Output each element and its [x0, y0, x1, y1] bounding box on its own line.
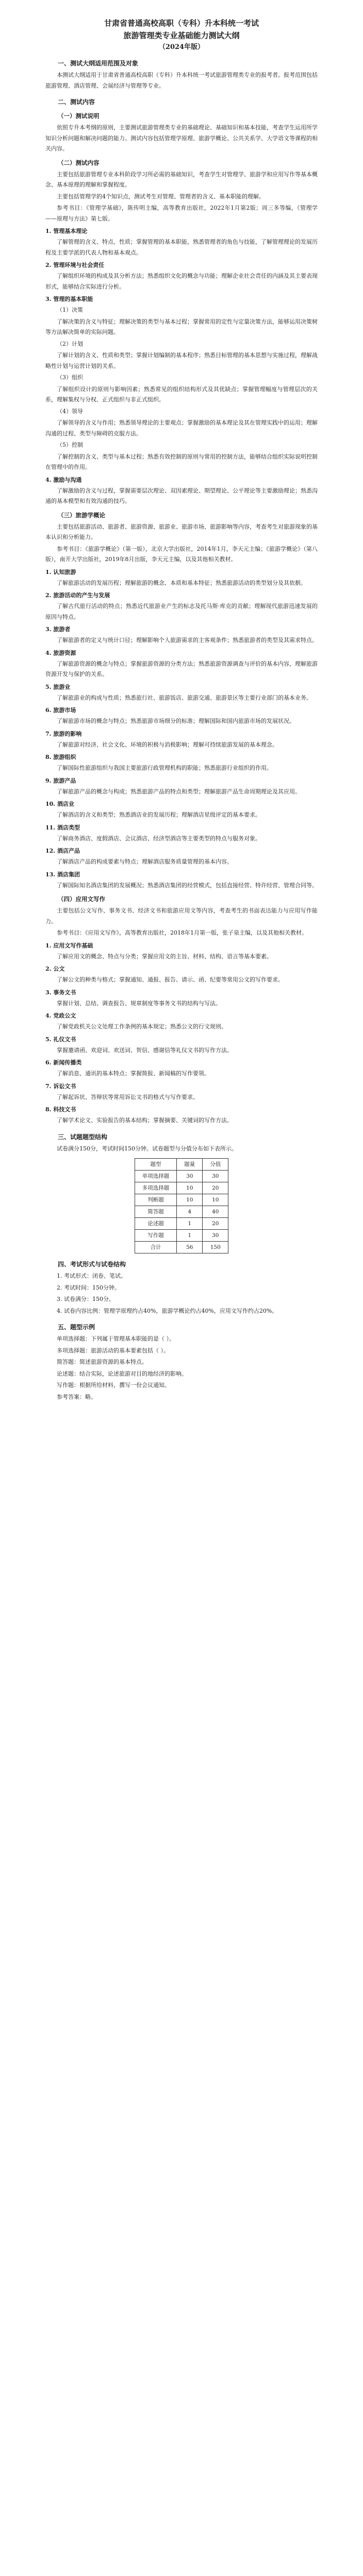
paragraph: 了解消息、通讯的基本特点；掌握简报、新闻稿的写作要领。: [57, 1070, 210, 1077]
paragraph: 了解领导的含义与作用；熟悉领导理论的主要观点；掌握激励的基本理论及其在管理实践中的运用；理解沟通的过程、类型与障碍的克服方法。: [45, 419, 318, 437]
table-cell: 写作题: [135, 1230, 177, 1242]
section-heading-h2: （一）测试说明: [58, 112, 100, 120]
table-cell: 10: [177, 1182, 203, 1194]
section-heading-h3: 8. 科技文书: [45, 1106, 76, 1113]
paragraph: 参考书目：《旅游学概论》（第一版），北京大学出版社，2014年1月，李天元主编；《旅游学概论》（第八版），南开大学出版社，2019年8月出版，李天元主编，以及其他相关教材。: [45, 545, 318, 563]
paragraph: 3. 试卷满分：150分。: [57, 1296, 114, 1302]
section-heading-h3: 3. 事务文书: [45, 989, 76, 996]
paragraph: 了解管理的含义、特点、性质；掌握管理的基本职能，熟悉管理者的角色与技能，了解管理理论的发展历程及主要学派的代表人物和基本观点。: [45, 239, 318, 256]
paragraph: （3）组织: [57, 374, 83, 381]
paragraph: 了解决策的含义与特征；理解决策的类型与基本过程；掌握常用的定性与定量决策方法，能够运用决策树等方法解决简单的实际问题。: [45, 318, 318, 335]
paragraph: 了解应用文的概念、特点与分类；掌握应用文的主旨、材料、结构、语言等基本要素。: [57, 953, 272, 960]
section-heading-h3: 7. 诉讼文书: [45, 1082, 76, 1090]
paragraph: 主要包括管理学的4个知识点，测试考生对管理、管理者的含义、基本职能的理解。: [57, 193, 265, 200]
table-cell: 1: [177, 1230, 203, 1242]
table-row: [135, 1230, 228, 1242]
paragraph: 了解学术论文、实验报告的基本结构；掌握摘要、关键词的写作方法。: [57, 1117, 233, 1124]
paragraph: （4）领导: [57, 408, 83, 415]
paragraph: 了解旅游业的构成与性质；熟悉旅行社、旅游饭店、旅游交通、旅游景区等主要行业部门的基本业务。: [57, 694, 312, 701]
section-heading-h1: 二、测试内容: [58, 98, 95, 106]
doc-title-line1: 甘肃省普通高校高职（专科）升本科统一考试: [104, 19, 259, 28]
paragraph: （5）控制: [57, 442, 83, 448]
paragraph: 多项选择题：旅游活动的基本要素包括（ ）。: [57, 1347, 169, 1354]
table-cell: 多项选择题: [135, 1182, 177, 1194]
paragraph: 了解计划的含义、性质和类型；掌握计划编制的基本程序；熟悉目标管理的基本思想与实施过程，理解战略性计划与运营计划的关系。: [45, 352, 318, 369]
section-heading-h3: 13. 酒店集团: [45, 871, 80, 878]
table-total-count: 56: [177, 1242, 203, 1253]
document-tail: [45, 1259, 318, 1402]
paragraph: 了解党政机关公文处理工作条例的基本规定；熟悉公文的行文规则。: [57, 1023, 227, 1030]
paragraph: 了解旅游活动的发展历程；理解旅游的概念、本质和基本特征；熟悉旅游活动的类型划分及其依据。: [57, 579, 306, 586]
table-cell: 论述题: [135, 1218, 177, 1230]
paragraph: 主要包括旅游管理专业本科阶段学习所必需的基础知识，考查学生对管理学、旅游学和应用写作等基本概念、基本原理的理解和掌握程度。: [45, 171, 318, 188]
section-heading-h1: 三、试题题型结构: [58, 1133, 108, 1141]
table-cell: 10: [203, 1194, 228, 1206]
section-heading-h3: 2. 管理环境与社会责任: [45, 262, 105, 268]
section-heading-h3: 1. 认知旅游: [45, 568, 76, 575]
section-heading-h3: 3. 旅游者: [45, 626, 71, 633]
paragraph: 了解国际性旅游组织与我国主要旅游行政管理机构的职能；熟悉旅游行业组织的作用。: [57, 765, 272, 771]
paragraph: 主要包括公文写作、事务文书、经济文书和旅游应用文等内容，考查考生的书面表达能力与应用写作能力。: [45, 907, 318, 925]
table-cell: 20: [203, 1218, 228, 1230]
paragraph: 了解组织设计的原则与影响因素；熟悉常见的组织结构形式及其优缺点；掌握管理幅度与管理层次的关系，理解集权与分权、正式组织与非正式组织。: [45, 385, 318, 403]
paragraph: 掌握邀请函、欢迎词、欢送词、贺信、感谢信等礼仪文书的写作方法。: [57, 1046, 233, 1054]
section-heading-h1: 五、题型示例: [58, 1324, 95, 1331]
section-heading-h3: 8. 旅游组织: [45, 754, 76, 760]
paragraph: 写作题：根据所给材料，撰写一份会议通知。: [57, 1382, 170, 1388]
paragraph: 参考答案：略。: [57, 1393, 96, 1400]
table-total-label: 合计: [135, 1242, 177, 1253]
paragraph: 参考书目：《应用文写作》，高等教育出版社，2018年1月第一版，张子泉主编，以及其他相关教材。: [57, 929, 307, 936]
paragraph: 了解古代旅行活动的特点；熟悉近代旅游业产生的标志及托马斯·库克的贡献；理解现代旅游迅速发展的原因与特点。: [45, 603, 318, 620]
section-heading-h3: 7. 旅游的影响: [45, 730, 82, 737]
paragraph: 了解组织环境的构成及其分析方法；熟悉组织文化的概念与功能；理解企业社会责任的内涵及其主要表现形式，能够结合实际进行分析。: [45, 273, 318, 290]
table-header-cell: 分值: [203, 1159, 228, 1171]
paragraph: 了解旅游对经济、社会文化、环境的积极与消极影响；理解可持续旅游发展的基本理念。: [57, 741, 278, 748]
table-body: [135, 1171, 228, 1242]
section-heading-h3: 2. 公文: [45, 965, 65, 972]
paragraph: 了解商务酒店、度假酒店、会议酒店、经济型酒店等主要类型的特点与服务对象。: [57, 835, 261, 842]
paragraph: 了解国际知名酒店集团的发展概况；熟悉酒店集团的经营模式，包括直接经营、特许经营、管理合同等。: [57, 882, 318, 889]
paragraph: 简答题：简述旅游资源的基本特点。: [57, 1359, 147, 1365]
paragraph: 了解旅游资源的概念与特点；掌握旅游资源的分类方法；熟悉旅游资源调查与评价的基本内容，理解旅游资源开发与保护的关系。: [45, 660, 318, 677]
section-heading-h2: （二）测试内容: [58, 159, 100, 166]
section-heading-h3: 9. 旅游产品: [45, 777, 76, 784]
paragraph: 依照专升本考纲的原则，主要测试旅游管理类专业的基础理论、基础知识和基本技能，考查学生运用所学知识分析问题和解决问题的能力。测试内容包括管理学原理、旅游学概论、公共关系学、大学语文等课程的相关内容。: [45, 124, 318, 152]
section-heading-h3: 3. 管理的基本职能: [45, 296, 93, 302]
table-cell: 10: [177, 1194, 203, 1206]
paragraph: 单项选择题：下列属于管理基本职能的是（ ）。: [57, 1335, 175, 1342]
table-cell: 40: [203, 1206, 228, 1218]
paragraph: 2. 考试时间：150分钟。: [57, 1284, 120, 1291]
paragraph: （2）计划: [57, 340, 83, 347]
table-row: [135, 1218, 228, 1230]
section-heading-h3: 1. 应用文写作基础: [45, 942, 93, 949]
table-row: [135, 1206, 228, 1218]
table-row: [135, 1171, 228, 1182]
paragraph: 试卷满分150分，考试时间150分钟。试卷题型与分值分布如下表所示。: [57, 1145, 237, 1152]
paragraph: 了解旅游产品的概念与构成；熟悉旅游产品的特点和类型；理解旅游产品生命周期理论及其应用。: [57, 788, 301, 795]
table-cell: 1: [177, 1218, 203, 1230]
section-heading-h3: 2. 旅游活动的产生与发展: [45, 592, 110, 599]
section-heading-h1: 一、测试大纲适用范围及对象: [58, 60, 139, 67]
paragraph: 论述题：结合实际，论述旅游对目的地经济的影响。: [57, 1370, 187, 1377]
section-heading-h2: （三）旅游学概论: [58, 511, 105, 519]
table-row: [135, 1182, 228, 1194]
section-heading-h3: 11. 酒店类型: [45, 824, 80, 831]
paragraph: 参考书目：《管理学基础》，陈传明主编，高等教育出版社，2022年1月第2版；周三多等编，《管理学——原理与方法》第七版。: [45, 205, 318, 222]
paragraph: 了解旅游市场的概念与特点；熟悉旅游市场细分的标准；理解国际和国内旅游市场的发展状况。: [57, 718, 295, 724]
paragraph: 了解公文的种类与格式；掌握通知、通报、报告、请示、函、纪要等常用公文的写作要求。: [57, 976, 284, 983]
section-heading-h3: 4. 旅游资源: [45, 649, 76, 656]
table-cell: 30: [203, 1171, 228, 1182]
paragraph: 了解激励的含义与过程，掌握需要层次理论、双因素理论、期望理论、公平理论等主要激励理论；熟悉沟通的基本模型和有效沟通的技巧。: [45, 487, 318, 504]
table-cell: 30: [203, 1230, 228, 1242]
doc-title-line2: 旅游管理类专业基础能力测试大纲: [123, 31, 240, 40]
table-header-cell: 题型: [135, 1159, 177, 1171]
section-heading-h3: 10. 酒店业: [45, 801, 74, 807]
table-total-score: 150: [203, 1242, 228, 1253]
section-heading-h3: 1. 管理基本理论: [45, 228, 88, 234]
table-row: [135, 1194, 228, 1206]
paragraph: 本测试大纲适用于甘肃省普通高校高职（专科）升本科统一考试旅游管理类专业的报考者。报考范围包括旅游管理、酒店管理、会展经济与管理等专业。: [45, 72, 318, 89]
section-heading-h1: 四、考试形式与试卷结构: [58, 1261, 126, 1268]
table-cell: 简答题: [135, 1206, 177, 1218]
paragraph: 掌握计划、总结、调查报告、规章制度等事务文书的结构与写法。: [57, 999, 221, 1007]
table-cell: 判断题: [135, 1194, 177, 1206]
table-header-row: [135, 1159, 228, 1171]
section-heading-h3: 4. 激励与沟通: [45, 476, 82, 483]
paragraph: 了解旅游者的定义与统计口径；理解影响个人旅游需求的主客观条件；熟悉旅游者的类型及其需求特点。: [57, 637, 318, 643]
paragraph: 1. 考试形式：闭卷、笔试。: [57, 1273, 126, 1279]
paragraph: 主要包括旅游活动、旅游者、旅游资源、旅游业、旅游市场、旅游影响等内容，考查考生对旅游现象的基本认识和分析能力。: [45, 523, 318, 540]
section-heading-h3: 6. 旅游市场: [45, 707, 76, 714]
section-heading-h3: 5. 旅游业: [45, 683, 71, 690]
paragraph: 4. 试卷内容比例：管理学原理约占40%，旅游学概论约占40%，应用文写作约占20%。: [57, 1307, 278, 1314]
paragraph: 了解起诉状、答辩状等常用诉讼文书的格式与写作要求。: [57, 1093, 199, 1100]
section-heading-h3: 12. 酒店产品: [45, 848, 80, 854]
score-distribution-table: [135, 1158, 229, 1253]
table-header-cell: 题量: [177, 1159, 203, 1171]
section-heading-h3: 5. 礼仪文书: [45, 1036, 76, 1043]
section-heading-h2: （四）应用文写作: [58, 895, 105, 903]
table-cell: 4: [177, 1206, 203, 1218]
table-cell: 20: [203, 1182, 228, 1194]
doc-year: （2024年版）: [158, 43, 205, 51]
table-total-row: [135, 1242, 228, 1253]
table-cell: 单项选择题: [135, 1171, 177, 1182]
paragraph: 了解酒店产品的构成要素与特点；理解酒店服务质量管理的基本内容。: [57, 858, 233, 865]
paragraph: 了解控制的含义、类型与基本过程；熟悉有效控制的原则与常用的控制方法，能够结合组织实际说明控制在管理中的作用。: [45, 453, 318, 470]
document-body: [45, 58, 318, 1154]
paragraph: 了解酒店的含义和类型；熟悉酒店业的发展历程；理解酒店星级评定的基本要求。: [57, 811, 261, 818]
section-heading-h3: 4. 党政公文: [45, 1012, 76, 1019]
table-cell: 30: [177, 1171, 203, 1182]
paragraph: （1）决策: [57, 307, 83, 313]
section-heading-h3: 6. 新闻传播类: [45, 1059, 82, 1066]
